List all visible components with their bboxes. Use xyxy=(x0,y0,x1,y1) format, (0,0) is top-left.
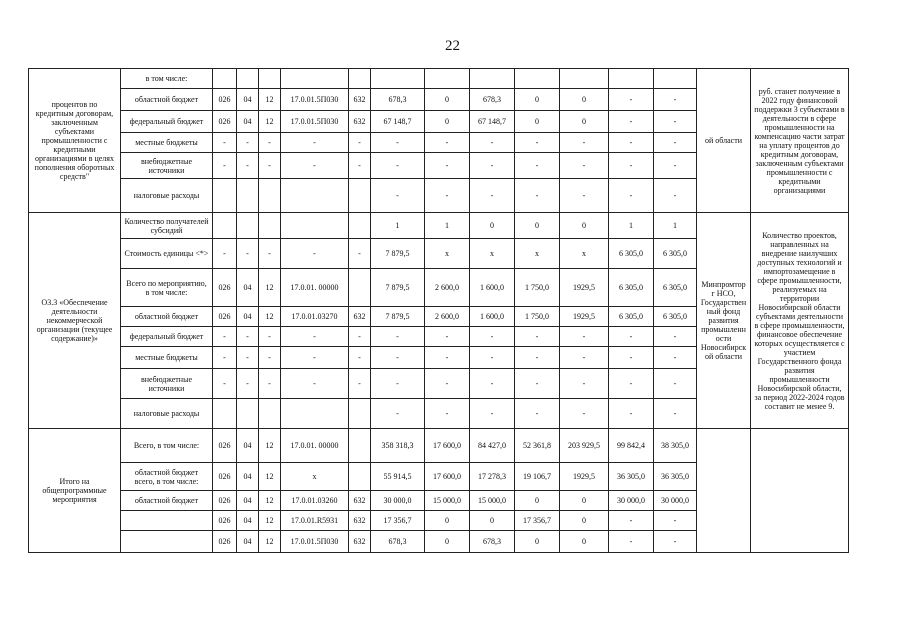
value-cell: 12 xyxy=(259,511,281,531)
value-cell: 2 600,0 xyxy=(425,307,470,327)
value-cell: - xyxy=(560,347,609,369)
value-cell: 99 842,4 xyxy=(609,429,654,463)
value-cell: 0 xyxy=(515,213,560,239)
value-cell: - xyxy=(654,511,697,531)
value-cell xyxy=(425,69,470,89)
value-cell: - xyxy=(609,153,654,179)
value-cell: - xyxy=(281,153,349,179)
value-cell: 0 xyxy=(425,111,470,133)
value-cell: 17.0.01.03270 xyxy=(281,307,349,327)
value-cell: 04 xyxy=(237,307,259,327)
table-row xyxy=(29,429,849,463)
value-cell: 17.0.01.5П030 xyxy=(281,111,349,133)
value-cell: 04 xyxy=(237,491,259,511)
value-cell xyxy=(560,69,609,89)
value-cell: х xyxy=(560,239,609,269)
value-cell: 17 600,0 xyxy=(425,429,470,463)
value-cell: - xyxy=(609,133,654,153)
value-cell: - xyxy=(281,327,349,347)
value-cell: 12 xyxy=(259,307,281,327)
value-cell: 12 xyxy=(259,531,281,553)
value-cell: - xyxy=(470,347,515,369)
value-cell: 17.0.01.R5931 xyxy=(281,511,349,531)
value-cell: - xyxy=(237,133,259,153)
value-cell: - xyxy=(609,179,654,213)
value-cell: 0 xyxy=(425,89,470,111)
value-cell: 6 305,0 xyxy=(609,239,654,269)
value-cell: - xyxy=(609,531,654,553)
page-number: 22 xyxy=(445,38,460,54)
value-cell: 30 000,0 xyxy=(609,491,654,511)
value-cell: 1929,5 xyxy=(560,307,609,327)
value-cell: 30 000,0 xyxy=(654,491,697,511)
value-cell xyxy=(237,69,259,89)
value-cell: 12 xyxy=(259,89,281,111)
value-cell: 0 xyxy=(560,111,609,133)
value-cell: - xyxy=(371,399,425,429)
value-cell: - xyxy=(425,399,470,429)
value-cell: - xyxy=(654,89,697,111)
value-cell: 6 305,0 xyxy=(609,269,654,307)
source-label-cell: областной бюджет xyxy=(121,491,213,511)
value-cell: 04 xyxy=(237,269,259,307)
value-cell: 12 xyxy=(259,429,281,463)
value-cell: - xyxy=(609,511,654,531)
value-cell: - xyxy=(560,133,609,153)
value-cell: 0 xyxy=(515,531,560,553)
value-cell: х xyxy=(425,239,470,269)
value-cell: - xyxy=(609,327,654,347)
value-cell: - xyxy=(371,327,425,347)
value-cell: - xyxy=(371,369,425,399)
source-label-cell: внебюджетные источники xyxy=(121,369,213,399)
value-cell: - xyxy=(349,153,371,179)
source-label-cell: местные бюджеты xyxy=(121,133,213,153)
source-label-cell: в том числе: xyxy=(121,69,213,89)
source-label-cell: Стоимость единицы <*> xyxy=(121,239,213,269)
measure-name-cell: Итого на общепрограммные мероприятия xyxy=(29,429,121,553)
value-cell: 04 xyxy=(237,463,259,491)
value-cell: 1 600,0 xyxy=(470,307,515,327)
value-cell: - xyxy=(654,369,697,399)
value-cell: - xyxy=(515,327,560,347)
source-label-cell: федеральный бюджет xyxy=(121,327,213,347)
value-cell: - xyxy=(654,531,697,553)
value-cell: - xyxy=(237,327,259,347)
value-cell: - xyxy=(349,133,371,153)
value-cell: - xyxy=(259,153,281,179)
value-cell xyxy=(259,69,281,89)
value-cell: 17.0.01.03260 xyxy=(281,491,349,511)
value-cell xyxy=(237,399,259,429)
value-cell: 17 278,3 xyxy=(470,463,515,491)
value-cell: - xyxy=(470,327,515,347)
measure-name-cell: О3.3 «Обеспечение деятельности некоммерческой организации (текущее содержание)» xyxy=(29,213,121,429)
value-cell: 678,3 xyxy=(371,531,425,553)
value-cell: 0 xyxy=(425,531,470,553)
value-cell: 1 600,0 xyxy=(470,269,515,307)
value-cell: 026 xyxy=(213,511,237,531)
value-cell: - xyxy=(425,179,470,213)
value-cell: - xyxy=(213,327,237,347)
value-cell: 12 xyxy=(259,111,281,133)
source-label-cell: областной бюджет xyxy=(121,307,213,327)
value-cell: - xyxy=(654,179,697,213)
value-cell xyxy=(349,463,371,491)
value-cell: 0 xyxy=(560,213,609,239)
value-cell: - xyxy=(425,327,470,347)
value-cell xyxy=(237,179,259,213)
value-cell: - xyxy=(371,347,425,369)
value-cell: 6 305,0 xyxy=(609,307,654,327)
value-cell: 55 914,5 xyxy=(371,463,425,491)
value-cell: 358 318,3 xyxy=(371,429,425,463)
value-cell: х xyxy=(470,239,515,269)
value-cell: - xyxy=(470,369,515,399)
value-cell: 632 xyxy=(349,511,371,531)
value-cell: - xyxy=(470,179,515,213)
value-cell: - xyxy=(515,153,560,179)
value-cell: - xyxy=(213,153,237,179)
value-cell: - xyxy=(560,179,609,213)
value-cell: - xyxy=(470,133,515,153)
value-cell: 678,3 xyxy=(371,89,425,111)
value-cell: - xyxy=(470,399,515,429)
value-cell: 1 750,0 xyxy=(515,307,560,327)
value-cell: 1 xyxy=(609,213,654,239)
value-cell: 6 305,0 xyxy=(654,239,697,269)
value-cell: - xyxy=(560,153,609,179)
value-cell xyxy=(259,179,281,213)
value-cell: - xyxy=(515,369,560,399)
value-cell: - xyxy=(259,347,281,369)
executor-cell xyxy=(697,429,751,553)
value-cell xyxy=(371,69,425,89)
value-cell: - xyxy=(470,153,515,179)
value-cell: - xyxy=(609,111,654,133)
result-cell: Количество проектов, направленных на внедрение наилучших доступных технологий и импортозамещение в сфере промышленности, реализуемых на территории Новосибирской области субъектами деятельности в сфере промышленности, финансовое обеспечение которых осуществляется с участием Государственного фонда развития промышленности Новосибирской области, за период 2022-2024 годов составит не менее 9. xyxy=(751,213,849,429)
value-cell: 17 356,7 xyxy=(515,511,560,531)
value-cell: - xyxy=(609,399,654,429)
value-cell: - xyxy=(281,133,349,153)
value-cell: 0 xyxy=(470,511,515,531)
value-cell: 19 106,7 xyxy=(515,463,560,491)
value-cell: - xyxy=(259,239,281,269)
value-cell: - xyxy=(515,399,560,429)
value-cell: 632 xyxy=(349,491,371,511)
value-cell: 0 xyxy=(560,491,609,511)
value-cell xyxy=(281,399,349,429)
value-cell: 7 879,5 xyxy=(371,307,425,327)
value-cell: 04 xyxy=(237,429,259,463)
value-cell: 0 xyxy=(560,511,609,531)
value-cell xyxy=(609,69,654,89)
value-cell xyxy=(515,69,560,89)
value-cell: 203 929,5 xyxy=(560,429,609,463)
value-cell: - xyxy=(515,347,560,369)
value-cell: 15 000,0 xyxy=(425,491,470,511)
value-cell: 17.0.01.5П030 xyxy=(281,89,349,111)
value-cell xyxy=(213,179,237,213)
value-cell xyxy=(213,213,237,239)
value-cell: 026 xyxy=(213,269,237,307)
value-cell: - xyxy=(609,347,654,369)
value-cell: - xyxy=(371,179,425,213)
source-label-cell: областной бюджет xyxy=(121,89,213,111)
source-label-cell: федеральный бюджет xyxy=(121,111,213,133)
executor-cell: ой области xyxy=(697,69,751,213)
value-cell: - xyxy=(349,369,371,399)
value-cell: - xyxy=(654,399,697,429)
value-cell: 632 xyxy=(349,307,371,327)
source-label-cell: налоговые расходы xyxy=(121,179,213,213)
source-label-cell: Всего, в том числе: xyxy=(121,429,213,463)
source-label-cell: Всего по мероприятию, в том числе: xyxy=(121,269,213,307)
source-label-cell: областной бюджет всего, в том числе: xyxy=(121,463,213,491)
value-cell: - xyxy=(259,327,281,347)
value-cell: 17.0.01. 00000 xyxy=(281,269,349,307)
value-cell xyxy=(470,69,515,89)
value-cell xyxy=(237,213,259,239)
value-cell: - xyxy=(213,133,237,153)
value-cell: - xyxy=(515,133,560,153)
value-cell: - xyxy=(281,369,349,399)
value-cell: 678,3 xyxy=(470,89,515,111)
value-cell: 0 xyxy=(425,511,470,531)
value-cell: 04 xyxy=(237,511,259,531)
value-cell: 0 xyxy=(515,111,560,133)
value-cell: - xyxy=(371,133,425,153)
value-cell: х xyxy=(515,239,560,269)
result-cell xyxy=(751,429,849,553)
value-cell: - xyxy=(609,89,654,111)
value-cell: - xyxy=(654,327,697,347)
value-cell: - xyxy=(560,399,609,429)
value-cell: 12 xyxy=(259,269,281,307)
table-row xyxy=(29,213,849,239)
value-cell: 38 305,0 xyxy=(654,429,697,463)
value-cell: 026 xyxy=(213,307,237,327)
value-cell: 632 xyxy=(349,111,371,133)
value-cell: 84 427,0 xyxy=(470,429,515,463)
value-cell: 0 xyxy=(515,491,560,511)
value-cell: 17.0.01. 00000 xyxy=(281,429,349,463)
value-cell: - xyxy=(237,347,259,369)
value-cell: 12 xyxy=(259,491,281,511)
value-cell: 0 xyxy=(560,89,609,111)
value-cell: 026 xyxy=(213,531,237,553)
value-cell: - xyxy=(654,347,697,369)
value-cell: 7 879,5 xyxy=(371,269,425,307)
value-cell: - xyxy=(237,369,259,399)
value-cell: 0 xyxy=(470,213,515,239)
value-cell xyxy=(349,69,371,89)
value-cell xyxy=(654,69,697,89)
value-cell: 1929,5 xyxy=(560,269,609,307)
value-cell: - xyxy=(654,153,697,179)
value-cell: 6 305,0 xyxy=(654,269,697,307)
value-cell xyxy=(281,213,349,239)
value-cell: - xyxy=(349,327,371,347)
value-cell: - xyxy=(349,347,371,369)
value-cell: 67 148,7 xyxy=(470,111,515,133)
value-cell: - xyxy=(213,369,237,399)
value-cell: - xyxy=(425,369,470,399)
source-label-cell: Количество получателей субсидий xyxy=(121,213,213,239)
value-cell: - xyxy=(237,153,259,179)
value-cell: 0 xyxy=(560,531,609,553)
value-cell: - xyxy=(515,179,560,213)
value-cell: - xyxy=(425,133,470,153)
value-cell: - xyxy=(281,347,349,369)
value-cell: 1 xyxy=(654,213,697,239)
value-cell: 04 xyxy=(237,531,259,553)
result-cell: руб. станет получение в 2022 году финансовой поддержки 3 субъектами в деятельности в сфере промышленности на компенсацию части затрат на уплату процентов до кредитным договорам, заключенным субъектами промышленности с кредитными организациями xyxy=(751,69,849,213)
value-cell: 17 600,0 xyxy=(425,463,470,491)
value-cell xyxy=(259,213,281,239)
value-cell: 0 xyxy=(515,89,560,111)
value-cell: - xyxy=(259,369,281,399)
value-cell xyxy=(349,269,371,307)
source-label-cell: внебюджетные источники xyxy=(121,153,213,179)
measure-name-cell: процентов по кредитным договорам, заключенным субъектами промышленности с кредитными организациями в целях пополнения оборотных средств" xyxy=(29,69,121,213)
value-cell: 04 xyxy=(237,89,259,111)
source-label-cell xyxy=(121,511,213,531)
value-cell: - xyxy=(237,239,259,269)
table-row xyxy=(29,69,849,89)
source-label-cell: местные бюджеты xyxy=(121,347,213,369)
value-cell: 026 xyxy=(213,111,237,133)
value-cell: 026 xyxy=(213,89,237,111)
value-cell xyxy=(349,429,371,463)
value-cell: 026 xyxy=(213,429,237,463)
value-cell: - xyxy=(213,347,237,369)
value-cell xyxy=(349,179,371,213)
value-cell: 17 356,7 xyxy=(371,511,425,531)
value-cell: - xyxy=(609,369,654,399)
value-cell: 2 600,0 xyxy=(425,269,470,307)
value-cell xyxy=(349,399,371,429)
budget-table xyxy=(28,68,849,553)
value-cell: х xyxy=(281,463,349,491)
value-cell: 6 305,0 xyxy=(654,307,697,327)
value-cell: 36 305,0 xyxy=(609,463,654,491)
value-cell: - xyxy=(371,153,425,179)
executor-cell: Минпромтор г НСО, Государствен ный фонд развития промышленн ости Новосибирск ой области xyxy=(697,213,751,429)
value-cell: - xyxy=(560,327,609,347)
value-cell xyxy=(349,213,371,239)
value-cell: - xyxy=(654,111,697,133)
value-cell: 17.0.01.5П030 xyxy=(281,531,349,553)
value-cell: 026 xyxy=(213,463,237,491)
value-cell xyxy=(259,399,281,429)
value-cell: - xyxy=(349,239,371,269)
value-cell: 632 xyxy=(349,89,371,111)
value-cell: 30 000,0 xyxy=(371,491,425,511)
value-cell: - xyxy=(425,347,470,369)
value-cell: 1 750,0 xyxy=(515,269,560,307)
value-cell: 1 xyxy=(371,213,425,239)
value-cell: 04 xyxy=(237,111,259,133)
value-cell: 7 879,5 xyxy=(371,239,425,269)
value-cell: 67 148,7 xyxy=(371,111,425,133)
value-cell: 12 xyxy=(259,463,281,491)
value-cell: 632 xyxy=(349,531,371,553)
value-cell: 15 000,0 xyxy=(470,491,515,511)
value-cell xyxy=(213,69,237,89)
value-cell: 1 xyxy=(425,213,470,239)
source-label-cell xyxy=(121,531,213,553)
value-cell: 026 xyxy=(213,491,237,511)
value-cell xyxy=(281,179,349,213)
value-cell: 36 305,0 xyxy=(654,463,697,491)
value-cell: 678,3 xyxy=(470,531,515,553)
value-cell: - xyxy=(281,239,349,269)
value-cell: - xyxy=(654,133,697,153)
value-cell: - xyxy=(425,153,470,179)
value-cell: - xyxy=(560,369,609,399)
source-label-cell: налоговые расходы xyxy=(121,399,213,429)
value-cell: 52 361,8 xyxy=(515,429,560,463)
value-cell: - xyxy=(259,133,281,153)
value-cell: 1929,5 xyxy=(560,463,609,491)
value-cell: - xyxy=(213,239,237,269)
value-cell xyxy=(213,399,237,429)
value-cell xyxy=(281,69,349,89)
